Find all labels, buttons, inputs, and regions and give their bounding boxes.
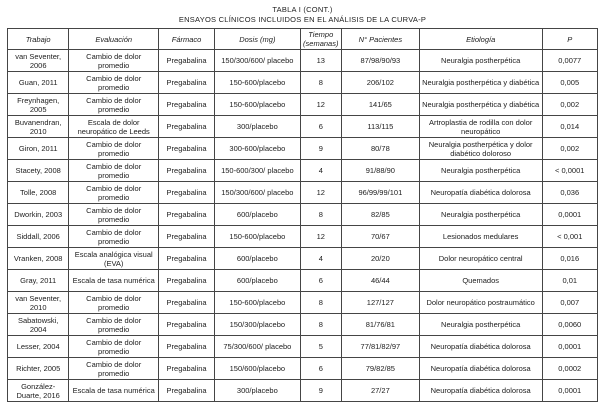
cell-pacientes: 141/65 (341, 94, 419, 116)
cell-pacientes: 96/99/99/101 (341, 182, 419, 204)
cell-tiempo: 6 (300, 358, 341, 380)
cell-evaluacion: Escala de dolor neuropático de Leeds (69, 116, 159, 138)
cell-pacientes: 82/85 (341, 204, 419, 226)
cell-etiologia: Neuropatía diabética dolorosa (419, 358, 542, 380)
cell-farmaco: Pregabalina (159, 182, 215, 204)
cell-dosis: 600/placebo (215, 248, 301, 270)
table-row (8, 204, 598, 226)
cell-evaluacion: Cambio de dolor promedio (69, 138, 159, 160)
table-row (8, 270, 598, 292)
cell-etiologia: Neuralgia postherpética y diabética (419, 94, 542, 116)
table-header (8, 29, 598, 50)
cell-trabajo: Buvanendran, 2010 (8, 116, 69, 138)
cell-trabajo: Giron, 2011 (8, 138, 69, 160)
cell-farmaco: Pregabalina (159, 380, 215, 402)
cell-tiempo: 9 (300, 138, 341, 160)
cell-trabajo: Tolle, 2008 (8, 182, 69, 204)
cell-p: 0,0060 (542, 314, 597, 336)
table-row (8, 314, 598, 336)
cell-pacientes: 77/81/82/97 (341, 336, 419, 358)
cell-evaluacion: Cambio de dolor promedio (69, 160, 159, 182)
cell-trabajo: Freynhagen, 2005 (8, 94, 69, 116)
cell-etiologia: Artroplastia de rodilla con dolor neuropático (419, 116, 542, 138)
cell-tiempo: 12 (300, 182, 341, 204)
table-title-line1: TABLA I (CONT.) (272, 5, 333, 14)
cell-dosis: 150-600/300/ placebo (215, 160, 301, 182)
cell-pacientes: 127/127 (341, 292, 419, 314)
table-body (8, 50, 598, 402)
table-title-line2: ENSAYOS CLÍNICOS INCLUIDOS EN EL ANÁLISIS DE LA CURVA-P (178, 14, 427, 24)
cell-trabajo: van Seventer, 2006 (8, 50, 69, 72)
cell-tiempo: 6 (300, 270, 341, 292)
cell-trabajo: González-Duarte, 2016 (8, 380, 69, 402)
column-header-evaluacion: Evaluación (69, 29, 159, 50)
table-row (8, 160, 598, 182)
cell-trabajo: Guan, 2011 (8, 72, 69, 94)
table-title (7, 5, 598, 24)
table-row (8, 358, 598, 380)
cell-farmaco: Pregabalina (159, 292, 215, 314)
cell-evaluacion: Cambio de dolor promedio (69, 94, 159, 116)
cell-dosis: 150-600/placebo (215, 292, 301, 314)
cell-farmaco: Pregabalina (159, 138, 215, 160)
cell-pacientes: 91/88/90 (341, 160, 419, 182)
table-row (8, 94, 598, 116)
cell-pacientes: 81/76/81 (341, 314, 419, 336)
column-header-farmaco: Fármaco (159, 29, 215, 50)
header-row (8, 29, 598, 50)
cell-trabajo: Lesser, 2004 (8, 336, 69, 358)
cell-trabajo: Sabatowski, 2004 (8, 314, 69, 336)
cell-p: 0,016 (542, 248, 597, 270)
cell-farmaco: Pregabalina (159, 116, 215, 138)
cell-pacientes: 80/78 (341, 138, 419, 160)
cell-etiologia: Neuropatía diabética dolorosa (419, 380, 542, 402)
cell-trabajo: Siddall, 2006 (8, 226, 69, 248)
table-row (8, 226, 598, 248)
cell-evaluacion: Cambio de dolor promedio (69, 358, 159, 380)
cell-evaluacion: Escala analógica visual (EVA) (69, 248, 159, 270)
cell-tiempo: 5 (300, 336, 341, 358)
cell-etiologia: Dolor neuropático central (419, 248, 542, 270)
cell-farmaco: Pregabalina (159, 358, 215, 380)
cell-trabajo: van Seventer, 2010 (8, 292, 69, 314)
cell-evaluacion: Cambio de dolor promedio (69, 292, 159, 314)
cell-trabajo: Stacety, 2008 (8, 160, 69, 182)
cell-p: 0,014 (542, 116, 597, 138)
cell-pacientes: 113/115 (341, 116, 419, 138)
cell-etiologia: Neuralgia postherpética (419, 204, 542, 226)
cell-trabajo: Gray, 2011 (8, 270, 69, 292)
cell-farmaco: Pregabalina (159, 270, 215, 292)
cell-p: 0,036 (542, 182, 597, 204)
cell-tiempo: 4 (300, 160, 341, 182)
cell-dosis: 150-600/placebo (215, 226, 301, 248)
column-header-dosis: Dosis (mg) (215, 29, 301, 50)
cell-tiempo: 4 (300, 248, 341, 270)
cell-trabajo: Dworkin, 2003 (8, 204, 69, 226)
cell-dosis: 150/300/placebo (215, 314, 301, 336)
cell-dosis: 150/300/600/ placebo (215, 182, 301, 204)
cell-dosis: 150/600/placebo (215, 358, 301, 380)
table-row (8, 248, 598, 270)
cell-tiempo: 8 (300, 314, 341, 336)
cell-p: < 0,0001 (542, 160, 597, 182)
cell-p: 0,0001 (542, 336, 597, 358)
cell-farmaco: Pregabalina (159, 336, 215, 358)
cell-pacientes: 70/67 (341, 226, 419, 248)
cell-evaluacion: Cambio de dolor promedio (69, 336, 159, 358)
cell-tiempo: 13 (300, 50, 341, 72)
cell-p: 0,0077 (542, 50, 597, 72)
cell-pacientes: 79/82/85 (341, 358, 419, 380)
cell-p: 0,0001 (542, 380, 597, 402)
cell-trabajo: Richter, 2005 (8, 358, 69, 380)
cell-dosis: 150/300/600/ placebo (215, 50, 301, 72)
cell-etiologia: Dolor neuropático postraumático (419, 292, 542, 314)
cell-dosis: 600/placebo (215, 204, 301, 226)
table-row (8, 116, 598, 138)
cell-p: 0,007 (542, 292, 597, 314)
table-row (8, 292, 598, 314)
table-row (8, 336, 598, 358)
cell-evaluacion: Escala de tasa numérica (69, 380, 159, 402)
cell-tiempo: 12 (300, 94, 341, 116)
cell-farmaco: Pregabalina (159, 204, 215, 226)
cell-trabajo: Vranken, 2008 (8, 248, 69, 270)
column-header-etiologia: Etiología (419, 29, 542, 50)
cell-farmaco: Pregabalina (159, 160, 215, 182)
cell-evaluacion: Cambio de dolor promedio (69, 314, 159, 336)
cell-pacientes: 20/20 (341, 248, 419, 270)
cell-evaluacion: Escala de tasa numérica (69, 270, 159, 292)
cell-tiempo: 9 (300, 380, 341, 402)
table-row (8, 182, 598, 204)
cell-dosis: 300/placebo (215, 380, 301, 402)
cell-tiempo: 8 (300, 72, 341, 94)
cell-dosis: 150-600/placebo (215, 72, 301, 94)
cell-pacientes: 87/98/90/93 (341, 50, 419, 72)
cell-farmaco: Pregabalina (159, 50, 215, 72)
table-row (8, 72, 598, 94)
cell-pacientes: 46/44 (341, 270, 419, 292)
cell-p: 0,002 (542, 138, 597, 160)
cell-etiologia: Quemados (419, 270, 542, 292)
cell-evaluacion: Cambio de dolor promedio (69, 226, 159, 248)
clinical-trials-table (7, 28, 598, 402)
cell-farmaco: Pregabalina (159, 248, 215, 270)
cell-farmaco: Pregabalina (159, 72, 215, 94)
cell-p: < 0,001 (542, 226, 597, 248)
column-header-tiempo: Tiempo (semanas) (300, 29, 341, 50)
cell-pacientes: 27/27 (341, 380, 419, 402)
cell-etiologia: Neuralgia postherpética y diabética (419, 72, 542, 94)
cell-p: 0,0002 (542, 358, 597, 380)
cell-dosis: 300/placebo (215, 116, 301, 138)
cell-dosis: 75/300/600/ placebo (215, 336, 301, 358)
cell-p: 0,005 (542, 72, 597, 94)
cell-etiologia: Neuralgia postherpética (419, 160, 542, 182)
cell-tiempo: 8 (300, 292, 341, 314)
cell-evaluacion: Cambio de dolor promedio (69, 204, 159, 226)
column-header-p: P (542, 29, 597, 50)
cell-evaluacion: Cambio de dolor promedio (69, 72, 159, 94)
cell-tiempo: 12 (300, 226, 341, 248)
cell-p: 0,0001 (542, 204, 597, 226)
cell-etiologia: Lesionados medulares (419, 226, 542, 248)
column-header-pacientes: N° Pacientes (341, 29, 419, 50)
cell-farmaco: Pregabalina (159, 226, 215, 248)
cell-dosis: 600/placebo (215, 270, 301, 292)
cell-evaluacion: Cambio de dolor promedio (69, 182, 159, 204)
cell-etiologia: Neuropatía diabética dolorosa (419, 336, 542, 358)
cell-farmaco: Pregabalina (159, 314, 215, 336)
cell-dosis: 300-600/placebo (215, 138, 301, 160)
cell-farmaco: Pregabalina (159, 94, 215, 116)
cell-dosis: 150-600/placebo (215, 94, 301, 116)
cell-etiologia: Neuralgia postherpética y dolor diabético doloroso (419, 138, 542, 160)
table-row (8, 380, 598, 402)
table-row (8, 50, 598, 72)
cell-etiologia: Neuralgia postherpética (419, 314, 542, 336)
cell-tiempo: 8 (300, 204, 341, 226)
cell-p: 0,01 (542, 270, 597, 292)
column-header-trabajo: Trabajo (8, 29, 69, 50)
cell-evaluacion: Cambio de dolor promedio (69, 50, 159, 72)
cell-tiempo: 6 (300, 116, 341, 138)
cell-p: 0,002 (542, 94, 597, 116)
table-row (8, 138, 598, 160)
cell-etiologia: Neuralgia postherpética (419, 50, 542, 72)
cell-etiologia: Neuropatía diabética dolorosa (419, 182, 542, 204)
cell-pacientes: 206/102 (341, 72, 419, 94)
